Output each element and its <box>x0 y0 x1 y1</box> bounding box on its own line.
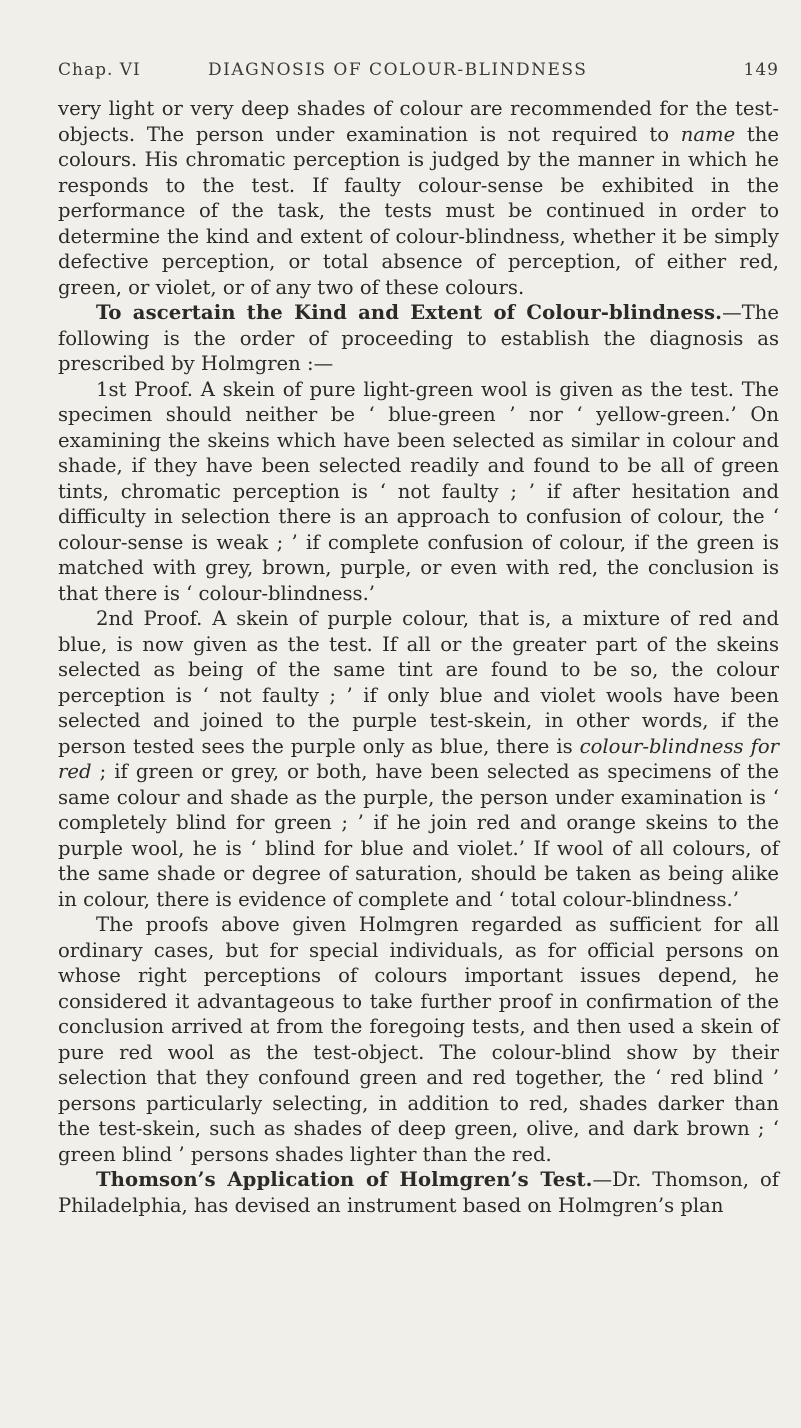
running-head <box>58 60 779 84</box>
paragraph-kind-extent: To ascertain the Kind and Extent of Colour-blindness.—The following is the order of proceeding to establish the diagnosis as prescribed by Holmgren :— <box>58 301 779 375</box>
section-heading-kind-extent: To ascertain the Kind and Extent of Colour-blindness. <box>96 301 723 324</box>
page-number: 149 <box>743 60 779 80</box>
paragraph-thomson: Thomson’s Application of Holmgren’s Test.—Dr. Thomson, of Philadelphia, has devised an instrument based on Holmgren’s plan <box>58 1168 779 1217</box>
section-heading-thomson: Thomson’s Application of Holmgren’s Test. <box>96 1168 593 1191</box>
paragraph-test-objects: very light or very deep shades of colour are recommended for the test-objects. The person under examination is not required to name the colours. His chromatic perception is judged by the manner in which he responds to the test. If faulty colour-sense be exhibited in the performance of the task, the tests must be continued in order to determine the kind and extent of colour-blindness, whether it be simply defective perception, or total absence of perception, of either red, green, or violet, or of any two of these colours. <box>58 97 779 299</box>
running-title: DIAGNOSIS OF COLOUR-BLINDNESS <box>208 60 588 80</box>
body-text <box>58 96 779 1218</box>
paragraph-second-proof: 2nd Proof. A skein of purple colour, that is, a mixture of red and blue, is now given as the test. If all or the greater part of the skeins selected as being of the same tint are found to be so, the colour perception is ‘ not faulty ; ’ if only blue and violet wools have been selected and joined to the purple test-skein, in other words, if the person tested sees the purple only as blue, there is colour-blindness for red ; if green or grey, or both, have been selected as specimens of the same colour and shade as the purple, the person under examination is ‘ completely blind for green ; ’ if he join red and orange skeins to the purple wool, he is ‘ blind for blue and violet.’ If wool of all colours, of the same shade or degree of saturation, should be taken as being alike in colour, there is evidence of complete and ‘ total colour-blindness.’ <box>58 607 779 911</box>
paragraph-first-proof: 1st Proof. A skein of pure light-green wool is given as the test. The specimen should neither be ‘ blue-green ’ nor ‘ yellow-green.’ On examining the skeins which have been selected as similar in colour and shade, if they have been selected readily and found to be all of green tints, chromatic perception is ‘ not faulty ; ’ if after hesitation and difficulty in selection there is an approach to confusion of colour, the ‘ colour-sense is weak ; ’ if complete confusion of colour, if the green is matched with grey, brown, purple, or even with red, the conclusion is that there is ‘ colour-blindness.’ <box>58 377 779 605</box>
emphasis-colour-blindness-red: colour-blindness for red <box>58 734 779 783</box>
paragraph-further-proof: The proofs above given Holmgren regarded as sufficient for all ordinary cases, but for special individuals, as for official persons on whose right perceptions of colours important issues depend, he considered it advantageous to take further proof in confirmation of the conclusion arrived at from the foregoing tests, and then used a skein of pure red wool as the test-object. The colour-blind show by their selection that they confound green and red together, the ‘ red blind ’ persons particularly selecting, in addition to red, shades darker than the test-skein, such as shades of deep green, olive, and dark brown ; ‘ green blind ’ persons shades lighter than the red. <box>58 913 779 1166</box>
emphasis-name: name <box>680 122 736 146</box>
chapter-label: Chap. VI <box>58 60 141 80</box>
